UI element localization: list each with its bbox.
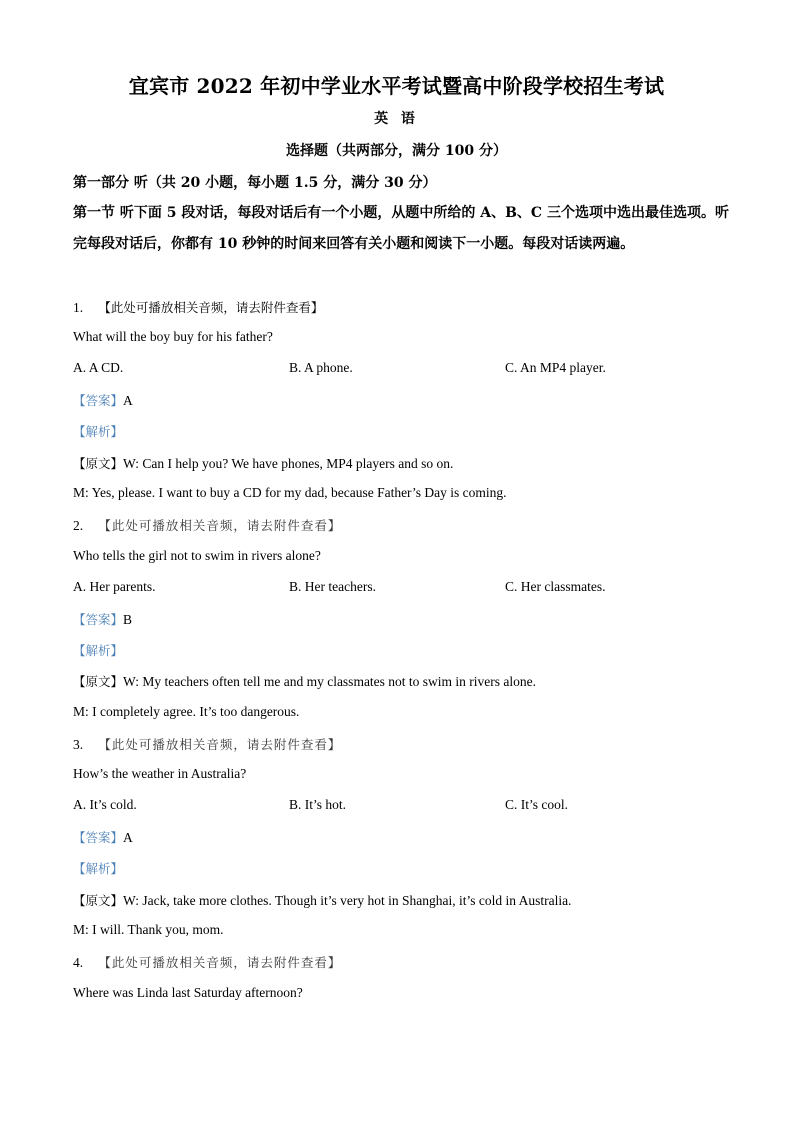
answer-label: 【答案】	[73, 612, 124, 627]
section-subtitle: 选择题（共两部分，满分 100 分）	[286, 143, 507, 159]
question-number: 4.	[73, 955, 84, 970]
answer-value: A	[123, 393, 133, 408]
question-4-text: Where was Linda last Saturday afternoon?	[73, 985, 303, 1000]
analysis-label: 【解析】	[73, 643, 124, 658]
question-3-transcript-m: M: I will. Thank you, mom.	[73, 922, 224, 937]
answer-label: 【答案】	[73, 830, 124, 845]
question-2-answer	[73, 610, 733, 628]
question-2-transcript-m: M: I completely agree. It’s too dangerous.	[73, 704, 300, 719]
transcript-line: W: Can I help you? We have phones, MP4 players and so on.	[123, 456, 454, 471]
question-1-answer	[73, 391, 733, 409]
transcript-label: 【原文】	[73, 893, 124, 908]
option-c: C. An MP4 player.	[505, 360, 606, 375]
question-4-header	[73, 953, 733, 971]
question-1-text: What will the boy buy for his father?	[73, 329, 273, 344]
question-3-header	[73, 735, 733, 753]
option-b: B. It’s hot.	[289, 797, 347, 812]
question-1-header	[73, 298, 733, 316]
subject-heading: 英 语	[374, 111, 419, 127]
transcript-label: 【原文】	[73, 456, 124, 471]
option-a: A. A CD.	[73, 360, 124, 375]
option-a: A. It’s cold.	[73, 797, 137, 812]
question-number: 3.	[73, 737, 84, 752]
question-3-transcript-w	[73, 891, 733, 909]
option-b: B. Her teachers.	[289, 579, 376, 594]
audio-note-link[interactable]: 【此处可播放相关音频，请去附件查看】	[98, 518, 342, 533]
question-1-analysis	[73, 422, 733, 440]
analysis-label: 【解析】	[73, 424, 124, 439]
question-2-text: Who tells the girl not to swim in rivers alone?	[73, 548, 321, 563]
question-2-transcript-w	[73, 672, 733, 690]
part-heading: 第一部分 听（共 20 小题，每小题 1.5 分，满分 30 分）	[73, 175, 437, 191]
question-number: 2.	[73, 518, 84, 533]
question-number: 1.	[73, 300, 84, 315]
transcript-line: W: My teachers often tell me and my classmates not to swim in rivers alone.	[123, 674, 537, 689]
option-c: C. It’s cool.	[505, 797, 568, 812]
analysis-label: 【解析】	[73, 861, 124, 876]
option-a: A. Her parents.	[73, 579, 156, 594]
section-instructions: 第一节 听下面 5 段对话，每段对话后有一个小题，从题中所给的 A、B、C 三个选项中选出最佳选项。听完每段对话后，你都有 10 秒钟的时间来回答有关小题和阅读下一小题。每段对话读两遍。	[73, 205, 729, 252]
question-3-analysis	[73, 859, 733, 877]
question-1-transcript-m: M: Yes, please. I want to buy a CD for my dad, because Father’s Day is coming.	[73, 485, 507, 500]
answer-value: B	[123, 612, 133, 627]
audio-note-link[interactable]: 【此处可播放相关音频，请去附件查看】	[98, 955, 342, 970]
transcript-label: 【原文】	[73, 674, 124, 689]
answer-value: A	[123, 830, 133, 845]
question-3-answer	[73, 828, 733, 846]
option-b: B. A phone.	[289, 360, 353, 375]
question-2-header	[73, 516, 733, 534]
option-c: C. Her classmates.	[505, 579, 606, 594]
exam-title: 宜宾市 2022 年初中学业水平考试暨高中阶段学校招生考试	[128, 74, 665, 98]
audio-note-link[interactable]: 【此处可播放相关音频，请去附件查看】	[98, 737, 342, 752]
answer-label: 【答案】	[73, 393, 124, 408]
question-2-analysis	[73, 641, 733, 659]
question-3-text: How’s the weather in Australia?	[73, 766, 247, 781]
transcript-line: W: Jack, take more clothes. Though it’s very hot in Shanghai, it’s cold in Australia.	[123, 893, 572, 908]
audio-note-link[interactable]: 【此处可播放相关音频，请去附件查看】	[98, 300, 324, 315]
question-1-transcript-w	[73, 454, 733, 472]
